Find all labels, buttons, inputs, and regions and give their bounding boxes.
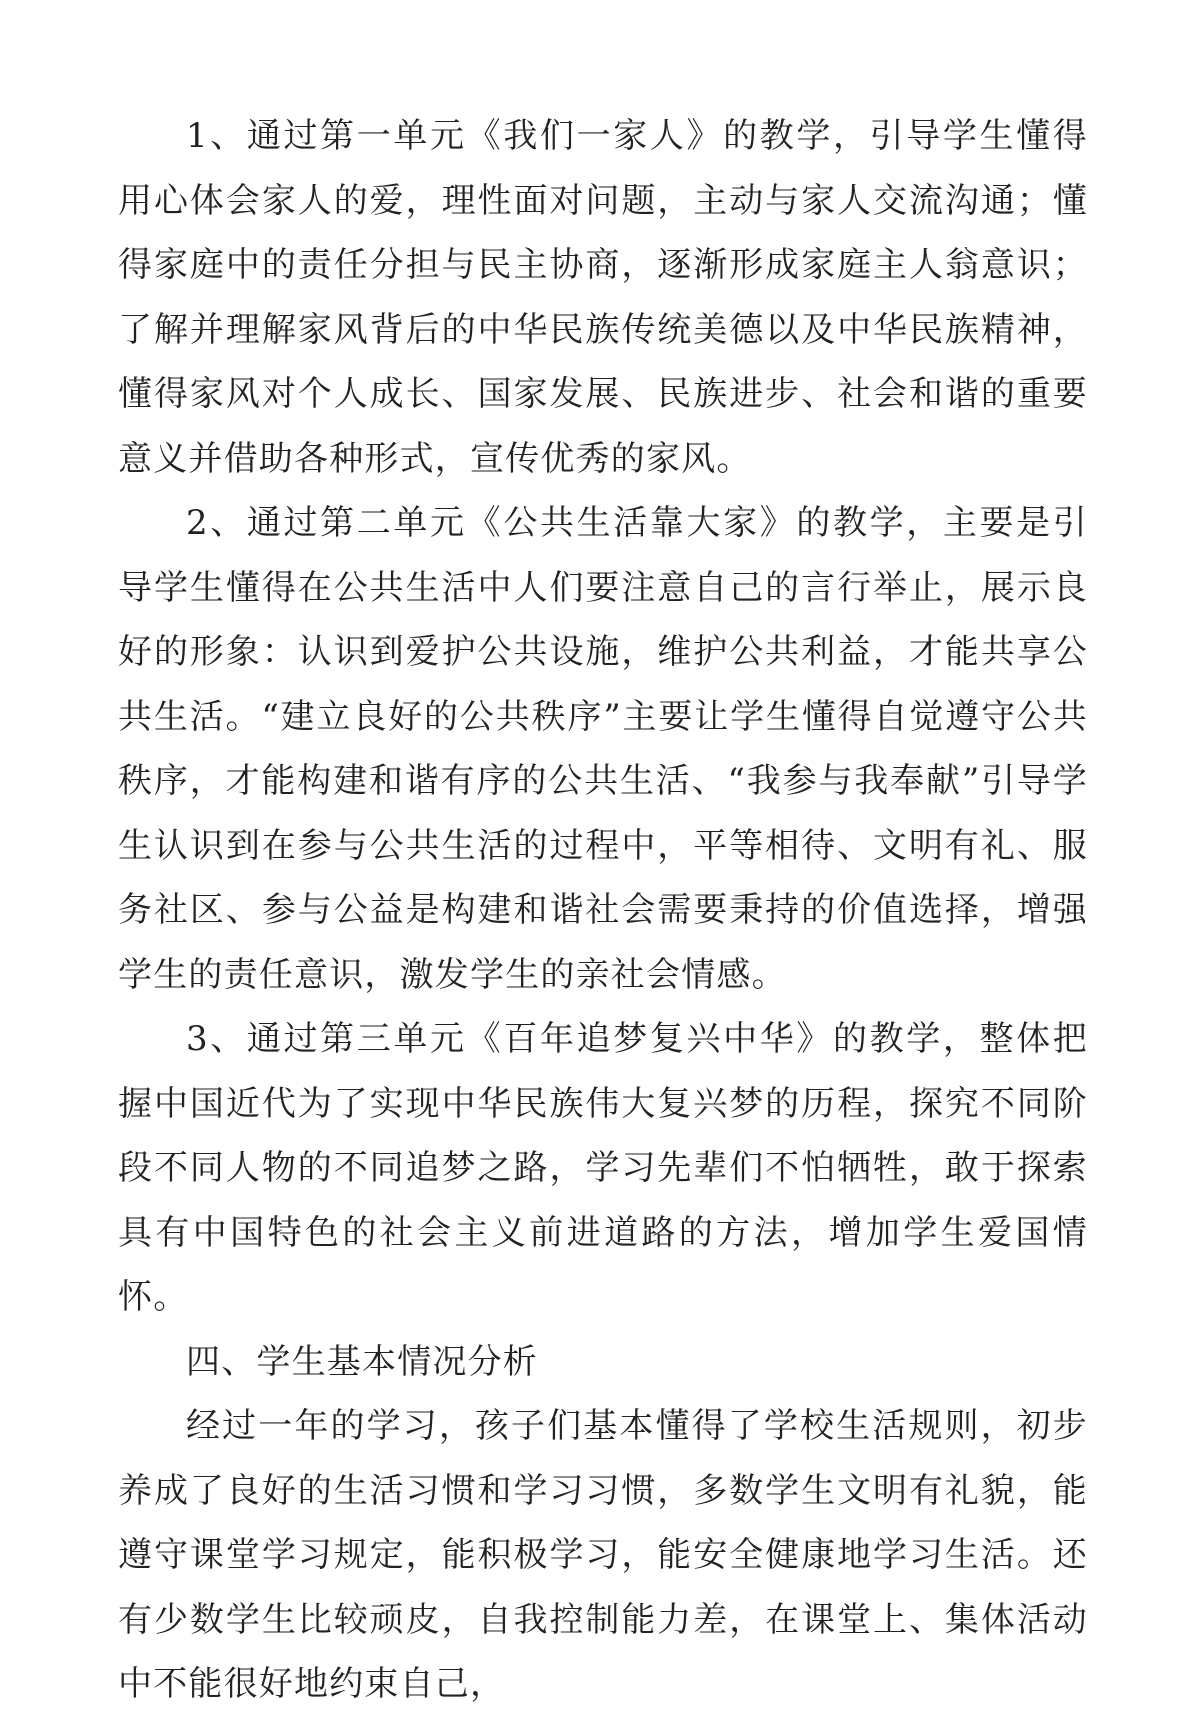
paragraph-unit-three: 3、通过第三单元《百年追梦复兴中华》的教学，整体把握中国近代为了实现中华民族伟大复兴梦的历程，探究不同阶段不同人物的不同追梦之路，学习先辈们不怕牺牲，敢于探索具有中国特色的社会主义前进道路的方法，增加学生爱国情怀。 [118,1019,1088,1317]
paragraph-unit-two: 2、通过第二单元《公共生活靠大家》的教学，主要是引导学生懂得在公共生活中人们要注意自己的言行举止，展示良好的形象：认识到爱护公共设施，维护公共利益，才能共享公共生活。“建立良好的公共秩序”主要让学生懂得自觉遵守公共秩序，才能构建和谐有序的公共生活、“我参与我奉献”引导学生认识到在参与公共生活的过程中，平等相待、文明有礼、服务社区、参与公益是构建和谐社会需要秉持的价值选择，增强学生的责任意识，激发学生的亲社会情感。 [118,503,1088,995]
section-heading-student-analysis: 四、学生基本情况分析 [186,1341,538,1382]
body-text [118,104,1088,1717]
paragraph-student-analysis: 经过一年的学习，孩子们基本懂得了学校生活规则，初步养成了良好的生活习惯和学习习惯，多数学生文明有礼貌，能遵守课堂学习规定，能积极学习，能安全健康地学习生活。还有少数学生比较顽皮，自我控制能力差，在课堂上、集体活动中不能很好地约束自己， [118,1406,1088,1704]
paragraph-unit-one: 1、通过第一单元《我们一家人》的教学，引导学生懂得用心体会家人的爱，理性面对问题，主动与家人交流沟通；懂得家庭中的责任分担与民主协商，逐渐形成家庭主人翁意识；了解并理解家风背后的中华民族传统美德以及中华民族精神，懂得家风对个人成长、国家发展、民族进步、社会和谐的重要意义并借助各种形式，宣传优秀的家风。 [118,116,1088,479]
